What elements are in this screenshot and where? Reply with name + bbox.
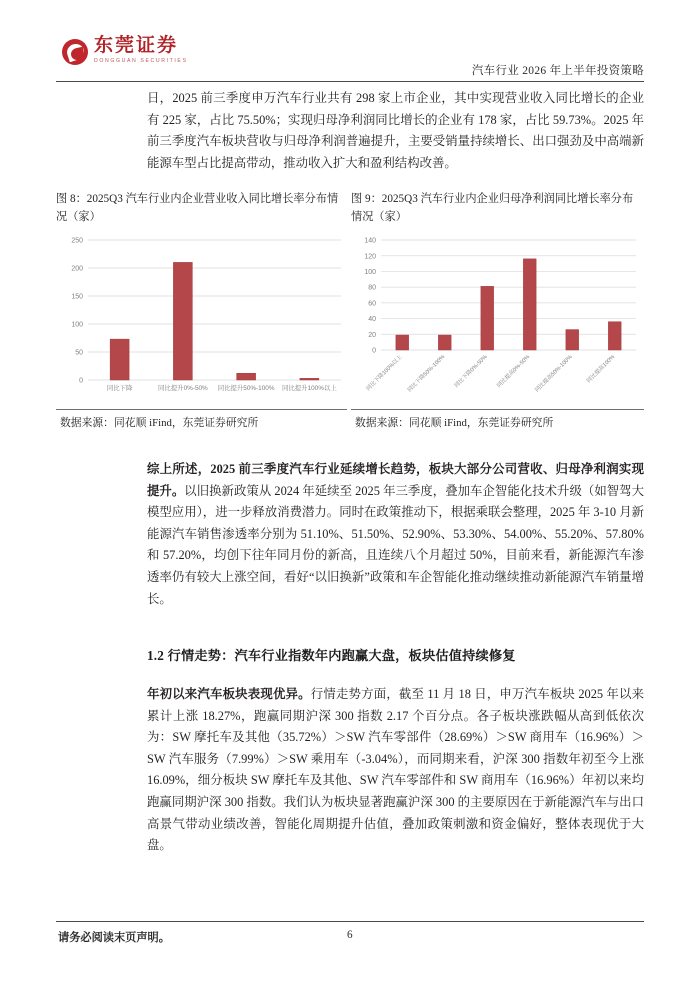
svg-text:60: 60	[368, 300, 376, 308]
svg-text:同比提升100%以上: 同比提升100%以上	[282, 385, 337, 392]
figure-9-source: 数据来源：同花顺 iFind，东莞证券研究所	[355, 417, 554, 429]
svg-text:80: 80	[368, 284, 376, 292]
svg-text:同比下降0%-50%: 同比下降0%-50%	[453, 354, 489, 390]
svg-text:50: 50	[75, 349, 83, 357]
figure-8-source-divider	[56, 409, 347, 410]
header-divider	[56, 81, 644, 82]
paragraph-market-performance	[147, 684, 644, 857]
svg-text:同比提升0%-50%: 同比提升0%-50%	[158, 385, 208, 392]
svg-text:250: 250	[71, 237, 83, 245]
footer-statement: 请务必阅读末页声明。	[58, 932, 170, 944]
figure-9-y-axis-labels	[364, 238, 376, 355]
figure-9-svg	[351, 230, 644, 405]
figure-9-x-axis-labels	[364, 352, 616, 393]
paragraph-market-lead: 年初以来汽车板块表现优异。	[147, 687, 311, 701]
svg-text:40: 40	[368, 316, 376, 324]
figure-8-source: 数据来源：同花顺 iFind，东莞证券研究所	[60, 417, 259, 429]
footer-page-number: 6	[347, 929, 353, 941]
paragraph-market-body: 行情走势方面，截至 11 月 18 日，申万汽车板块 2025 年以来累计上涨 18.27%，跑赢同期沪深 300 指数 2.17 个百分点。各子板块涨跌幅从高到低依次为：SW 摩托车及其他（35.72%）＞SW 汽车零部件（28.69%）＞SW 商用车（16.96%）＞SW 汽车服务（7.99%）＞SW 乘用车（-3.04%），而同期来看，沪深 300 指数年初至今上涨 16.09%，细分板块 SW 摩托车及其他、SW 汽车零部件和 SW 商用车（16.96%）年初以来均跑赢同期沪深 300 指数。我们认为板块显著跑赢沪深 300 的主要原因在于新能源汽车与出口高景气带动业绩改善，智能化周期提升估值，叠加政策刺激和资金偏好，整体表现优于大盘。	[147, 687, 644, 853]
svg-text:140: 140	[364, 237, 376, 245]
logo-english-name: DONGGUAN SECURITIES	[94, 58, 188, 64]
svg-text:同比提高100%: 同比提高100%	[585, 354, 617, 385]
svg-text:0: 0	[372, 347, 376, 355]
figure-8-bars	[110, 262, 319, 380]
svg-text:同比提高0%-50%: 同比提高0%-50%	[496, 354, 532, 390]
figure-9-source-divider	[351, 409, 644, 410]
figure-8-x-axis-labels	[107, 383, 337, 392]
svg-text:同比下降: 同比下降	[106, 385, 133, 392]
report-title: 汽车行业 2026 年上半年投资策略	[471, 65, 644, 77]
svg-text:同比提升50%-100%: 同比提升50%-100%	[217, 385, 275, 392]
figure-8-chart	[56, 230, 347, 405]
svg-text:0: 0	[79, 377, 83, 385]
figure-9-bars	[396, 259, 621, 350]
figure-9-chart	[351, 230, 644, 405]
paragraph-conclusion-lead: 综上所述，2025 前三季度汽车行业延续增长趋势，板块大部分公司营收、归母净利润实现提升。	[147, 462, 644, 498]
page-header	[56, 34, 644, 86]
figure-9-gridlines	[381, 240, 636, 350]
figure-8-svg	[56, 230, 347, 405]
paragraph-conclusion-body: 以旧换新政策从 2024 年延续至 2025 年三季度，叠加车企智能化技术升级（如智驾大模型应用），进一步释放消费潜力。同时在政策推动下，根据乘联会整理，2025 年 3-10 月新能源汽车销售渗透率分别为 51.10%、51.50%、52.90%、53.30%、54.00%、55.20%、57.80%和 57.20%，均创下往年同月份的新高，且连续八个月超过 50%，目前来看，新能源汽车渗透率仍有较大上涨空间，看好“以旧换新”政策和车企智能化推动继续推动新能源汽车销量增长。	[147, 483, 645, 606]
svg-text:同比下降50%-100%: 同比下降50%-100%	[406, 354, 447, 394]
figure-9-caption: 图 9：2025Q3 汽车行业内企业归母净利润同比增长率分布情况（家）	[351, 193, 634, 223]
svg-text:20: 20	[368, 331, 376, 339]
figure-8-caption: 图 8：2025Q3 汽车行业内企业营业收入同比增长率分布情况（家）	[56, 193, 339, 223]
dongguan-securities-logo-icon	[62, 39, 88, 65]
footer-divider	[56, 921, 644, 922]
svg-text:同比提高50%-100%: 同比提高50%-100%	[534, 354, 574, 394]
company-logo	[62, 36, 188, 65]
svg-text:150: 150	[71, 293, 83, 301]
paragraph-earnings-summary: 日，2025 前三季度申万汽车行业共有 298 家上市企业，其中实现营业收入同比增长的企业有 225 家，占比 75.50%；实现归母净利润同比增长的企业有 178 家，占比 59.73%。2025 年前三季度汽车板块营收与归母净利润普遍提升，主要受销量持续增长、出口强劲及中高端新能源车型占比提高带动，推动收入扩大和盈利结构改善。	[147, 91, 644, 170]
svg-text:200: 200	[71, 265, 83, 273]
svg-text:100: 100	[71, 321, 83, 329]
svg-text:120: 120	[364, 253, 376, 261]
svg-text:100: 100	[364, 269, 376, 277]
svg-text:同比下降100%以上: 同比下降100%以上	[365, 354, 404, 393]
logo-chinese-name: 东莞证券	[94, 35, 179, 56]
section-heading-1-2: 1.2 行情走势：汽车行业指数年内跑赢大盘，板块估值持续修复	[147, 648, 516, 663]
figure-8-y-axis-labels	[71, 238, 83, 385]
paragraph-conclusion	[147, 459, 644, 610]
